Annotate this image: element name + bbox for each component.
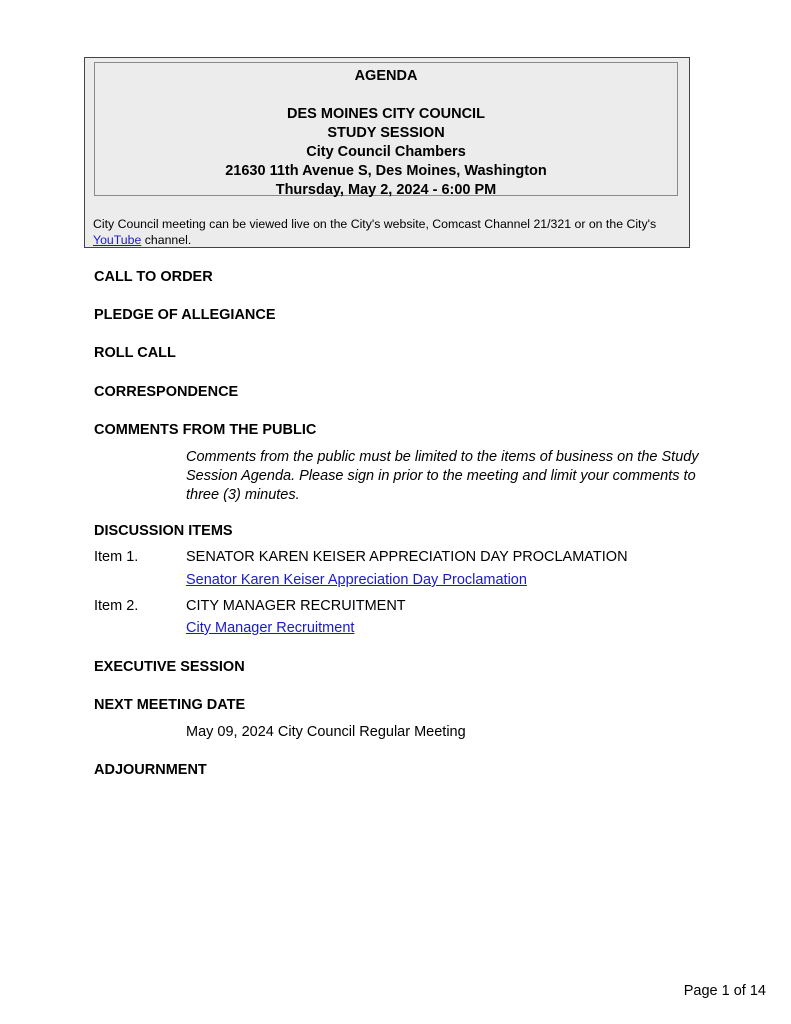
section-pledge: PLEDGE OF ALLEGIANCE: [94, 307, 276, 323]
viewing-notice-suffix: channel.: [141, 233, 192, 247]
item-1-title: SENATOR KAREN KEISER APPRECIATION DAY PROCLAMATION: [186, 549, 628, 565]
section-correspondence: CORRESPONDENCE: [94, 384, 239, 400]
viewing-notice-text: City Council meeting can be viewed live on the City's website, Comcast Channel 21/321 or on the City's: [93, 217, 657, 231]
section-executive-session: EXECUTIVE SESSION: [94, 659, 245, 675]
section-roll-call: ROLL CALL: [94, 345, 176, 361]
next-meeting-details: May 09, 2024 City Council Regular Meeting: [186, 724, 466, 740]
session-type: STUDY SESSION: [327, 125, 445, 141]
section-adjournment: ADJOURNMENT: [94, 762, 207, 778]
item-1-number: Item 1.: [94, 549, 139, 565]
meeting-address: 21630 11th Avenue S, Des Moines, Washington: [225, 163, 547, 179]
section-public-comments: COMMENTS FROM THE PUBLIC: [94, 422, 317, 438]
council-name: DES MOINES CITY COUNCIL: [287, 106, 485, 122]
item-2-number: Item 2.: [94, 598, 139, 614]
item-2-link[interactable]: City Manager Recruitment: [186, 620, 355, 636]
agenda-header-box: [84, 57, 690, 248]
item-1-link[interactable]: Senator Karen Keiser Appreciation Day Proclamation: [186, 572, 527, 588]
section-discussion-items: DISCUSSION ITEMS: [94, 523, 233, 539]
page-number: Page 1 of 14: [683, 983, 766, 999]
viewing-notice: [93, 216, 683, 248]
item-2-title: CITY MANAGER RECRUITMENT: [186, 598, 406, 614]
agenda-label: AGENDA: [354, 68, 418, 84]
agenda-title-block: [94, 62, 678, 196]
public-comment-instructions: Comments from the public must be limited to the items of business on the Study Session Agenda. Please sign in prior to the meeting and limit your comments to three (3) minutes.: [186, 449, 699, 503]
section-next-meeting-date: NEXT MEETING DATE: [94, 697, 246, 713]
meeting-datetime: Thursday, May 2, 2024 - 6:00 PM: [275, 182, 497, 198]
section-call-to-order: CALL TO ORDER: [94, 269, 213, 285]
meeting-location: City Council Chambers: [306, 144, 466, 160]
youtube-link[interactable]: YouTube: [93, 233, 142, 247]
